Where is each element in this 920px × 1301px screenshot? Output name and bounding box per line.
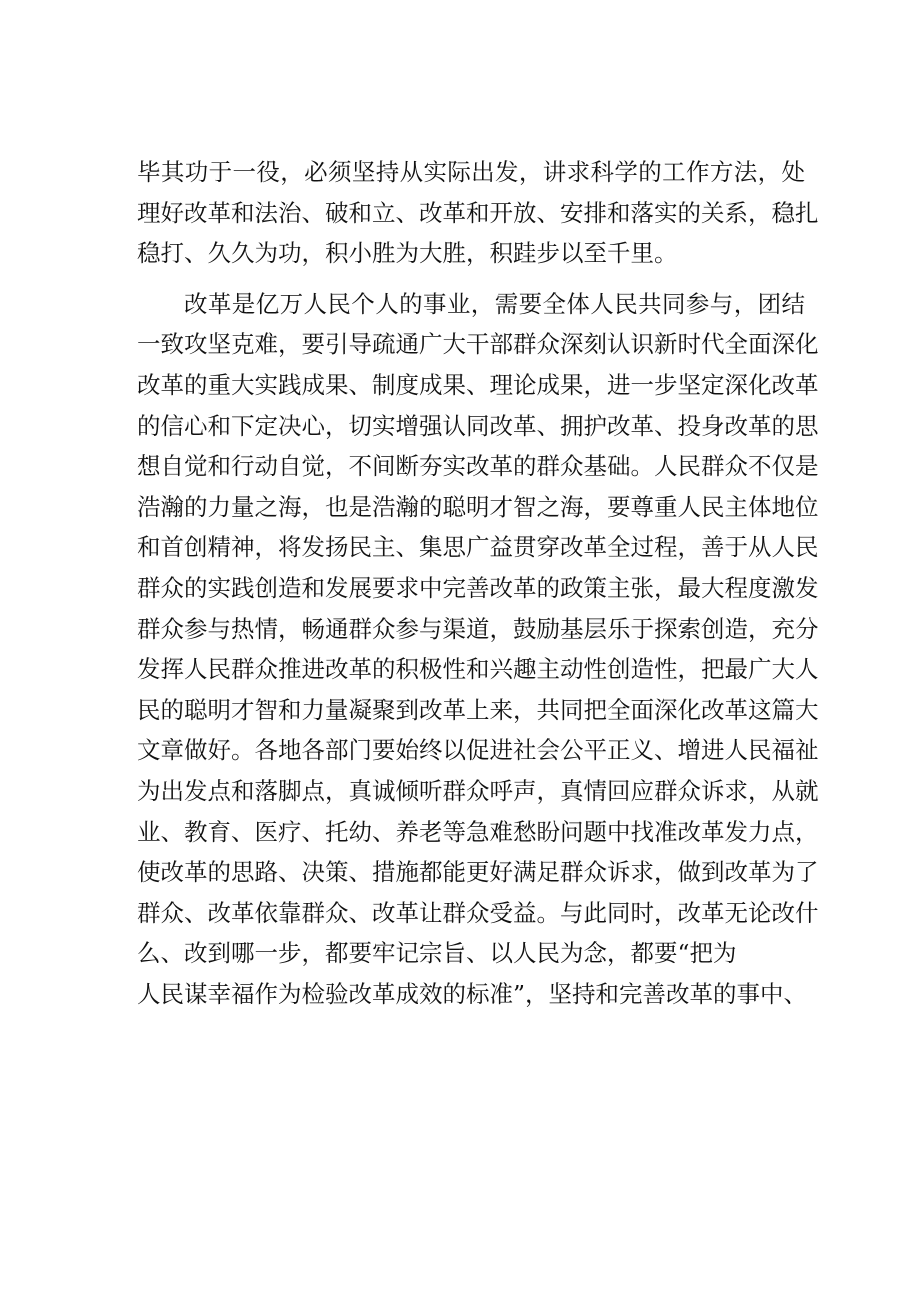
- paragraph-2-line-9: 群众参与热情，畅通群众参与渠道，鼓励基层乐于探索创造，充分: [137, 614, 819, 643]
- paragraph-2-line-7: 和首创精神，将发扬民主、集思广益贯穿改革全过程，善于从人民: [137, 533, 819, 562]
- paragraph-2-line-8: 群众的实践创造和发展要求中完善改革的政策主张，最大程度激发: [137, 573, 819, 602]
- paragraph-2: [137, 284, 819, 1015]
- paragraph-1: [137, 152, 819, 274]
- paragraph-2-line-2: 一致攻坚克难，要引导疏通广大干部群众深刻认识新时代全面深化: [137, 330, 819, 359]
- body-text: [137, 152, 819, 1014]
- paragraph-2-line-11: 民的聪明才智和力量凝聚到改革上来，共同把全面深化改革这篇大: [137, 695, 819, 724]
- paragraph-2-line-12: 文章做好。各地各部门要始终以促进社会公平正义、增进人民福祉: [137, 736, 819, 765]
- paragraph-2-line-1: 改革是亿万人民个人的事业，需要全体人民共同参与，团结: [184, 289, 805, 318]
- paragraph-2-line-13: 为出发点和落脚点，真诚倾听群众呼声，真情回应群众诉求，从就: [137, 776, 819, 805]
- paragraph-2-line-15: 使改革的思路、决策、措施都能更好满足群众诉求，做到改革为了: [137, 858, 819, 887]
- paragraph-2-line-18: 人民谋幸福作为检验改革成效的标准”，坚持和完善改革的事中、: [137, 979, 808, 1008]
- paragraph-spacer: [137, 274, 805, 284]
- paragraph-2-line-16: 群众、改革依靠群众、改革让群众受益。与此同时，改革无论改什: [137, 898, 819, 927]
- paragraph-2-line-5: 想自觉和行动自觉，不间断夯实改革的群众基础。人民群众不仅是: [137, 452, 819, 481]
- paragraph-1-line-2: 理好改革和法治、破和立、改革和开放、安排和落实的关系，稳扎: [137, 198, 819, 227]
- paragraph-2-line-3: 改革的重大实践成果、制度成果、理论成果，进一步坚定深化改革: [137, 370, 819, 399]
- paragraph-2-line-14: 业、教育、医疗、托幼、养老等急难愁盼问题中找准改革发力点，: [137, 817, 819, 846]
- paragraph-1-line-3: 稳打、久久为功，积小胜为大胜，积跬步以至千里。: [137, 239, 678, 268]
- paragraph-2-line-17: 么、改到哪一步，都要牢记宗旨、以人民为念，都要“把为: [137, 939, 737, 968]
- paragraph-2-line-10: 发挥人民群众推进改革的积极性和兴趣主动性创造性，把最广大人: [137, 655, 819, 684]
- paragraph-2-line-4: 的信心和下定决心，切实增强认同改革、拥护改革、投身改革的思: [137, 411, 819, 440]
- paragraph-1-line-1: 毕其功于一役，必须坚持从实际出发，讲求科学的工作方法，处: [137, 158, 805, 186]
- paragraph-2-line-6: 浩瀚的力量之海，也是浩瀚的聪明才智之海，要尊重人民主体地位: [137, 492, 819, 521]
